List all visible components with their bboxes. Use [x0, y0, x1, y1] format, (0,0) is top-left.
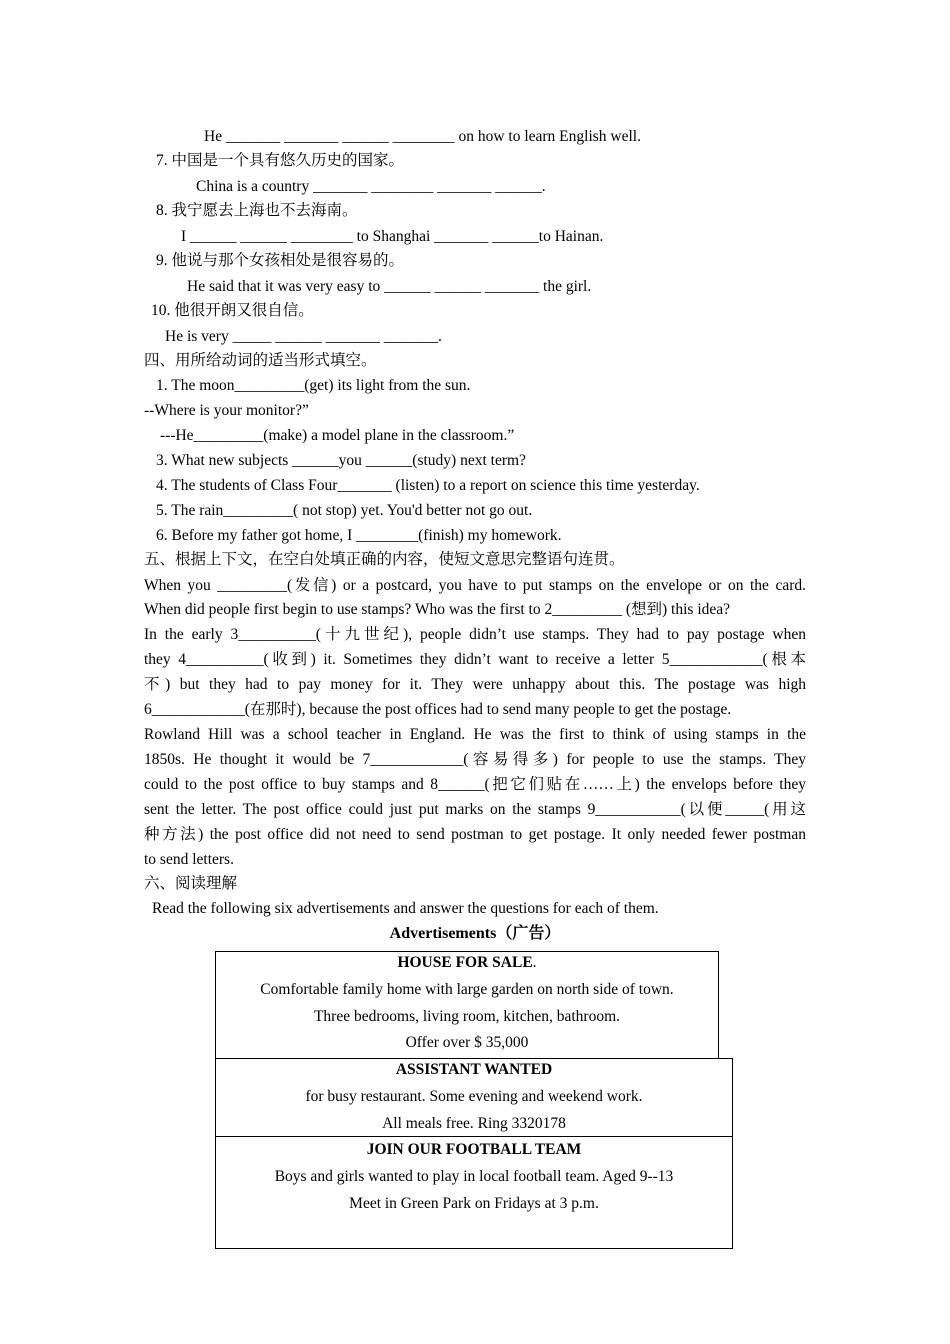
ad-heading-suffix: . — [532, 954, 537, 971]
passage-line: When you _________(发信) or a postcard, you have to put stamps on the envelope or on the card. — [144, 577, 806, 594]
translation-8-chinese: 8. 我宁愿去上海也不去海南。 — [156, 202, 358, 219]
passage-line: 1850s. He thought it would be 7____________(容易得多) for people to use the stamps. They — [144, 751, 806, 768]
ad-heading: JOIN OUR FOOTBALL TEAM — [366, 1141, 582, 1158]
verb-item: 1. The moon_________(get) its light from the sun. — [156, 377, 471, 394]
translation-8-answer: I ______ ______ ________ to Shanghai _______ ______to Hainan. — [181, 228, 604, 245]
ad-line: Boys and girls wanted to play in local football team. Aged 9--13 — [274, 1168, 674, 1185]
translation-7-answer: China is a country _______ ________ _______ ______. — [196, 178, 546, 195]
section-5-heading: 五、根据上下文，在空白处填正确的内容，使短文意思完整语句连贯。 — [144, 551, 625, 568]
passage-line: 6____________(在那时), because the post offices had to send many people to get the postage. — [144, 701, 732, 718]
ad-line: for busy restaurant. Some evening and weekend work. — [305, 1088, 643, 1105]
ad-line: Comfortable family home with large garden on north side of town. — [260, 981, 674, 998]
verb-item: 3. What new subjects ______you ______(study) next term? — [156, 452, 526, 469]
translation-7-chinese: 7. 中国是一个具有悠久历史的国家。 — [156, 152, 405, 169]
reading-instruction: Read the following six advertisements and answer the questions for each of them. — [152, 900, 659, 917]
section-4-heading: 四、用所给动词的适当形式填空。 — [144, 352, 377, 369]
verb-item: --Where is your monitor?” — [144, 402, 309, 419]
translation-9-answer: He said that it was very easy to ______ ______ _______ the girl. — [187, 278, 592, 295]
ad-line: All meals free. Ring 3320178 — [382, 1115, 566, 1132]
passage-line: 种方法) the post office did not need to send postman to get postage. It only needed fewer postman — [144, 826, 806, 843]
passage-line: 不) but they had to pay money for it. They were unhappy about this. The postage was high — [144, 676, 806, 693]
passage-line: could to the post office to buy stamps and 8______(把它们贴在……上) the envelops before they — [144, 776, 806, 793]
verb-item: 4. The students of Class Four_______ (listen) to a report on science this time yesterday. — [156, 477, 700, 494]
ad-heading: HOUSE FOR SALE — [397, 954, 533, 971]
ad-assistant-wanted — [215, 1058, 733, 1137]
ad-heading-line — [216, 953, 718, 973]
section-6-heading: 六、阅读理解 — [144, 875, 238, 892]
passage-line: they 4__________(收到) it. Sometimes they didn’t want to receive a letter 5____________(根本 — [144, 651, 806, 668]
passage-line: to send letters. — [144, 851, 234, 868]
translation-9-chinese: 9. 他说与那个女孩相处是很容易的。 — [156, 252, 405, 269]
passage-line: sent the letter. The post office could just put marks on the stamps 9___________(以便_____(用这 — [144, 801, 806, 818]
ad-line: Meet in Green Park on Fridays at 3 p.m. — [349, 1195, 599, 1212]
passage-line: In the early 3__________(十九世纪), people didn’t use stamps. They had to pay postage when — [144, 626, 806, 643]
ad-heading: ASSISTANT WANTED — [395, 1061, 553, 1078]
ad-football-team — [215, 1136, 733, 1249]
passage-line: When did people first begin to use stamps? Who was the first to 2_________ (想到) this idea? — [144, 601, 731, 618]
translation-10-answer: He is very _____ ______ _______ _______. — [165, 328, 442, 345]
passage-line: Rowland Hill was a school teacher in England. He was the first to think of using stamps in the — [144, 726, 806, 743]
ad-house-for-sale — [215, 951, 719, 1059]
ad-line: Three bedrooms, living room, kitchen, bathroom. — [313, 1008, 621, 1025]
advertisements-title: Advertisements（广告） — [389, 925, 561, 942]
verb-item: 6. Before my father got home, I ________(finish) my homework. — [156, 527, 562, 544]
ad-line: Offer over $ 35,000 — [405, 1034, 529, 1051]
verb-item: 5. The rain_________( not stop) yet. You'd better not go out. — [156, 502, 533, 519]
translation-6-answer: He _______ _______ ______ ________ on how to learn English well. — [204, 128, 641, 145]
translation-10-chinese: 10. 他很开朗又很自信。 — [151, 302, 314, 319]
verb-item: ---He_________(make) a model plane in the classroom.” — [160, 427, 515, 444]
